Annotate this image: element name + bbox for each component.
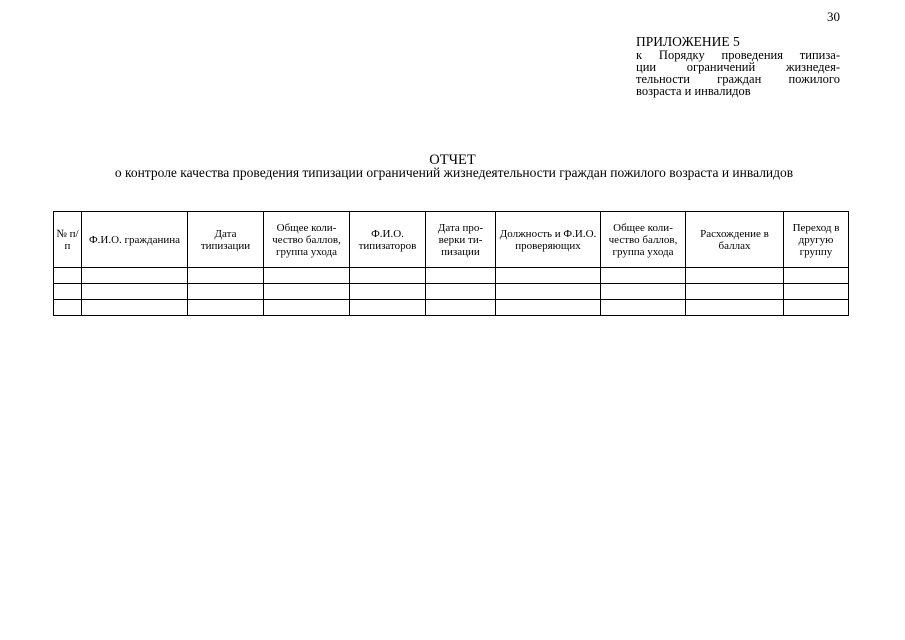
appendix-line: тельности граждан пожилого <box>636 72 840 86</box>
page-number: 30 <box>827 9 840 24</box>
table-cell <box>82 268 188 284</box>
table-cell <box>601 300 686 316</box>
column-header-total-score: Общее количество баллов, группа ухода <box>264 212 350 268</box>
table-cell <box>496 284 601 300</box>
table-cell <box>426 300 496 316</box>
appendix-line: к Порядку проведения типиза- <box>636 48 840 62</box>
column-header-check-date: Дата проверки типизации <box>426 212 496 268</box>
report-title: ОТЧЕТ <box>429 152 476 168</box>
report-subtitle: о контроле качества проведения типизации ограничений жизнедеятельности граждан пожилого возраста и инвалидов <box>114 165 794 180</box>
table-cell <box>784 300 849 316</box>
table-cell <box>54 284 82 300</box>
table-row <box>54 268 849 284</box>
column-header-checkers: Должность и Ф.И.О. проверяющих <box>496 212 601 268</box>
appendix-line: ции ограничений жизнедея- <box>636 60 840 74</box>
appendix-title: ПРИЛОЖЕНИЕ 5 <box>636 34 740 49</box>
table-cell <box>54 300 82 316</box>
table-cell <box>188 284 264 300</box>
table-row <box>54 284 849 300</box>
appendix-block <box>636 36 840 97</box>
table-cell <box>188 300 264 316</box>
table-row <box>54 300 849 316</box>
table-cell <box>82 300 188 316</box>
table-cell <box>82 284 188 300</box>
table-cell <box>188 268 264 284</box>
table-cell <box>686 300 784 316</box>
table-cell <box>264 284 350 300</box>
table-cell <box>601 284 686 300</box>
table-cell <box>601 268 686 284</box>
table-cell <box>264 300 350 316</box>
appendix-line: возраста и инвалидов <box>636 84 751 98</box>
table-cell <box>426 268 496 284</box>
table-cell <box>350 300 426 316</box>
table-cell <box>264 268 350 284</box>
column-header-citizen-name: Ф.И.О. гражданина <box>82 212 188 268</box>
table-header-row <box>54 212 849 268</box>
column-header-group-change: Переход в другую группу <box>784 212 849 268</box>
column-header-typing-date: Дата типизации <box>188 212 264 268</box>
table-cell <box>496 300 601 316</box>
report-table <box>53 211 849 316</box>
table-cell <box>54 268 82 284</box>
table-cell <box>350 268 426 284</box>
table-cell <box>784 284 849 300</box>
table-cell <box>496 268 601 284</box>
table-cell <box>350 284 426 300</box>
column-header-total-score-check: Общее количество баллов, группа ухода <box>601 212 686 268</box>
table-cell <box>426 284 496 300</box>
column-header-number: № п/п <box>54 212 82 268</box>
table-cell <box>686 268 784 284</box>
table-cell <box>784 268 849 284</box>
column-header-score-difference: Расхождение в баллах <box>686 212 784 268</box>
column-header-typists-name: Ф.И.О. типизаторов <box>350 212 426 268</box>
table-cell <box>686 284 784 300</box>
